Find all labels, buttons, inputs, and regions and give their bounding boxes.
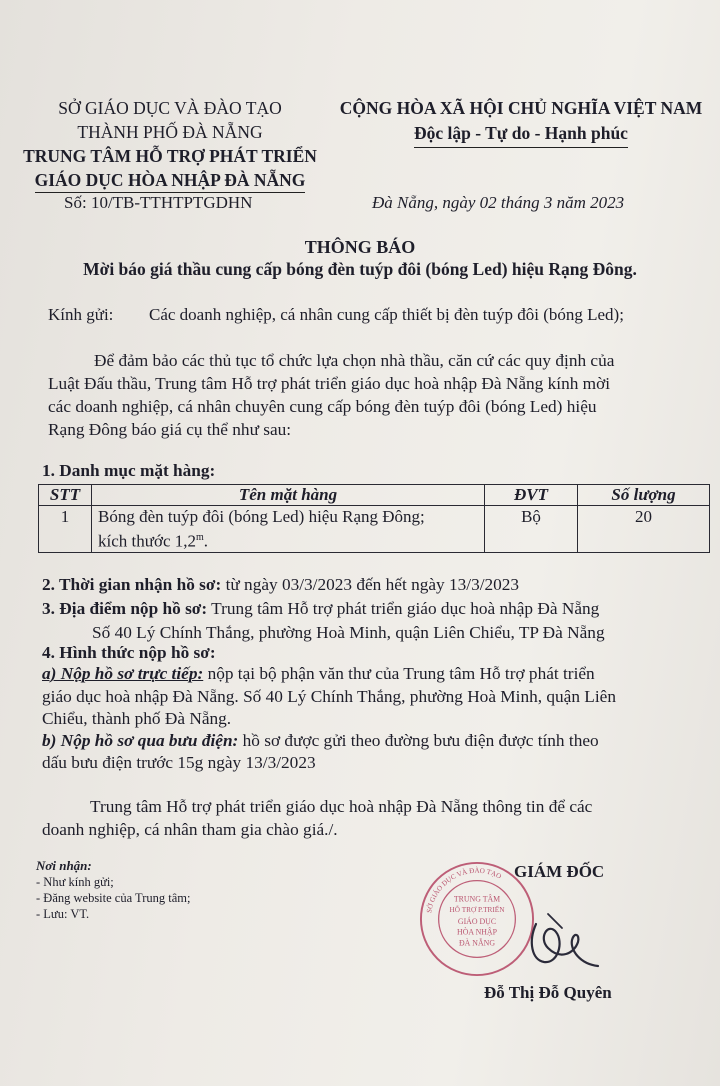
recipient-item: - Lưu: VT.: [36, 907, 90, 921]
national-motto: Độc lập - Tự do - Hạnh phúc: [414, 121, 628, 148]
section-3-heading: 3. Địa điểm nộp hồ sơ:: [42, 599, 208, 618]
item-name-line-1: Bóng đèn tuýp đôi (bóng Led) hiệu Rạng Đông;: [98, 507, 425, 526]
seal-line-5: ĐÀ NẴNG: [458, 938, 496, 948]
org-line-1: SỞ GIÁO DỤC VÀ ĐÀO TẠO: [58, 98, 282, 118]
intro-line-3: các doanh nghiệp, cá nhân chuyên cung cấp bóng đèn tuýp đôi (bóng Led) hiệu: [48, 397, 597, 416]
section-4a-line-3: Chiểu, thành phố Đà Nẵng.: [42, 709, 232, 728]
doc-number-value: 10/TB-TTHTPTGDHN: [90, 193, 253, 212]
section-4a-text: nộp tại bộ phận văn thư của Trung tâm Hỗ trợ phát triển: [207, 664, 595, 683]
recipients-block: [36, 858, 191, 922]
nation-name: CỘNG HÒA XÃ HỘI CHỦ NGHĨA VIỆT NAM: [339, 98, 703, 118]
section-2-text: từ ngày 03/3/2023 đến hết ngày 13/3/2023: [225, 575, 520, 594]
section-4b-line-1: [42, 731, 599, 751]
document-subtitle: Mời báo giá thầu cung cấp bóng đèn tuýp đôi (bóng Led) hiệu Rạng Đông.: [83, 259, 637, 279]
item-size-unit: m: [196, 532, 204, 543]
section-4b-label: b) Nộp hồ sơ qua bưu điện:: [42, 731, 239, 750]
cell-unit: Bộ: [485, 506, 578, 553]
recipient-item: - Như kính gửi;: [36, 875, 114, 889]
seal-line-1: TRUNG TÂM: [453, 894, 501, 904]
section-4a-line-1: [42, 664, 595, 684]
recipients-heading: Nơi nhận:: [36, 858, 92, 873]
intro-line-1: Để đảm bảo các thủ tục tổ chức lựa chọn nhà thầu, căn cứ các quy định của: [94, 351, 615, 370]
col-unit: ĐVT: [485, 485, 578, 506]
org-line-4: GIÁO DỤC HÒA NHẬP ĐÀ NẴNG: [35, 168, 306, 193]
section-4a-label: a) Nộp hồ sơ trực tiếp:: [42, 664, 204, 683]
org-line-2: THÀNH PHỐ ĐÀ NẴNG: [77, 122, 263, 142]
cell-quantity: 20: [578, 506, 710, 553]
seal-line-2: HỖ TRỢ P.TRIỂN: [449, 906, 505, 915]
items-table: [38, 484, 710, 553]
closing-line-2: doanh nghiệp, cá nhân tham gia chào giá./.: [42, 820, 338, 839]
addressee: [48, 305, 624, 325]
cell-item-name: [92, 506, 485, 553]
cell-stt: 1: [39, 506, 92, 553]
addressee-value: Các doanh nghiệp, cá nhân cung cấp thiết bị đèn tuýp đôi (bóng Led);: [149, 305, 624, 324]
org-line-3: TRUNG TÂM HỖ TRỢ PHÁT TRIỂN: [23, 146, 317, 166]
section-3: [42, 599, 599, 619]
closing-line-1: Trung tâm Hỗ trợ phát triển giáo dục hoà nhập Đà Nẵng thông tin để các: [90, 797, 593, 816]
section-3-address: Số 40 Lý Chính Thắng, phường Hoà Minh, quận Liên Chiểu, TP Đà Nẵng: [92, 623, 605, 642]
doc-number-prefix: Số:: [64, 193, 87, 212]
seal-line-3: GIÁO DỤC: [457, 916, 497, 926]
col-stt: STT: [39, 485, 92, 506]
col-quantity: Số lượng: [578, 485, 710, 506]
signer-name: Đỗ Thị Đỗ Quyên: [484, 983, 612, 1002]
date-line: Đà Nẵng, ngày 02 tháng 3 năm 2023: [372, 193, 625, 212]
section-1-heading: 1. Danh mục mặt hàng:: [42, 461, 216, 480]
item-name-end: .: [203, 531, 209, 551]
issuing-organization: [20, 96, 320, 193]
section-4-heading: 4. Hình thức nộp hồ sơ:: [42, 643, 216, 662]
table-header-row: [39, 485, 710, 506]
intro-line-4: Rạng Đông báo giá cụ thể như sau:: [48, 420, 292, 439]
seal-line-4: HÒA NHẬP: [457, 927, 497, 937]
section-3-text: Trung tâm Hỗ trợ phát triển giáo dục hoà nhập Đà Nẵng: [211, 599, 600, 618]
table-row: [39, 506, 710, 553]
col-item-name: Tên mặt hàng: [92, 485, 485, 506]
handwritten-signature: [518, 902, 608, 976]
signer-title: GIÁM ĐỐC: [514, 862, 605, 881]
item-size: kích thước 1,2: [98, 531, 196, 551]
intro-paragraph: [48, 349, 708, 441]
section-2: [42, 575, 519, 595]
recipient-item: - Đăng website của Trung tâm;: [36, 891, 191, 905]
intro-line-2: Luật Đấu thầu, Trung tâm Hỗ trợ phát triển giáo dục hoà nhập Đà Nẵng kính mời: [48, 374, 611, 393]
national-header: [322, 96, 720, 148]
addressee-label: Kính gửi:: [48, 305, 114, 324]
document-number: [64, 193, 252, 213]
seal-ring-text: SỞ GIÁO DỤC VÀ ĐÀO TẠO: [425, 866, 503, 914]
document-title: THÔNG BÁO: [304, 237, 416, 257]
section-2-heading: 2. Thời gian nhận hồ sơ:: [42, 575, 222, 594]
section-4b-text: hồ sơ được gửi theo đường bưu điện được tính theo: [242, 731, 599, 750]
item-name-line-2: [98, 527, 478, 552]
section-4a-line-2: giáo dục hoà nhập Đà Nẵng. Số 40 Lý Chính Thắng, phường Hoà Minh, quận Liên: [42, 687, 616, 706]
section-4b-line-2: dấu bưu điện trước 15g ngày 13/3/2023: [42, 753, 316, 772]
